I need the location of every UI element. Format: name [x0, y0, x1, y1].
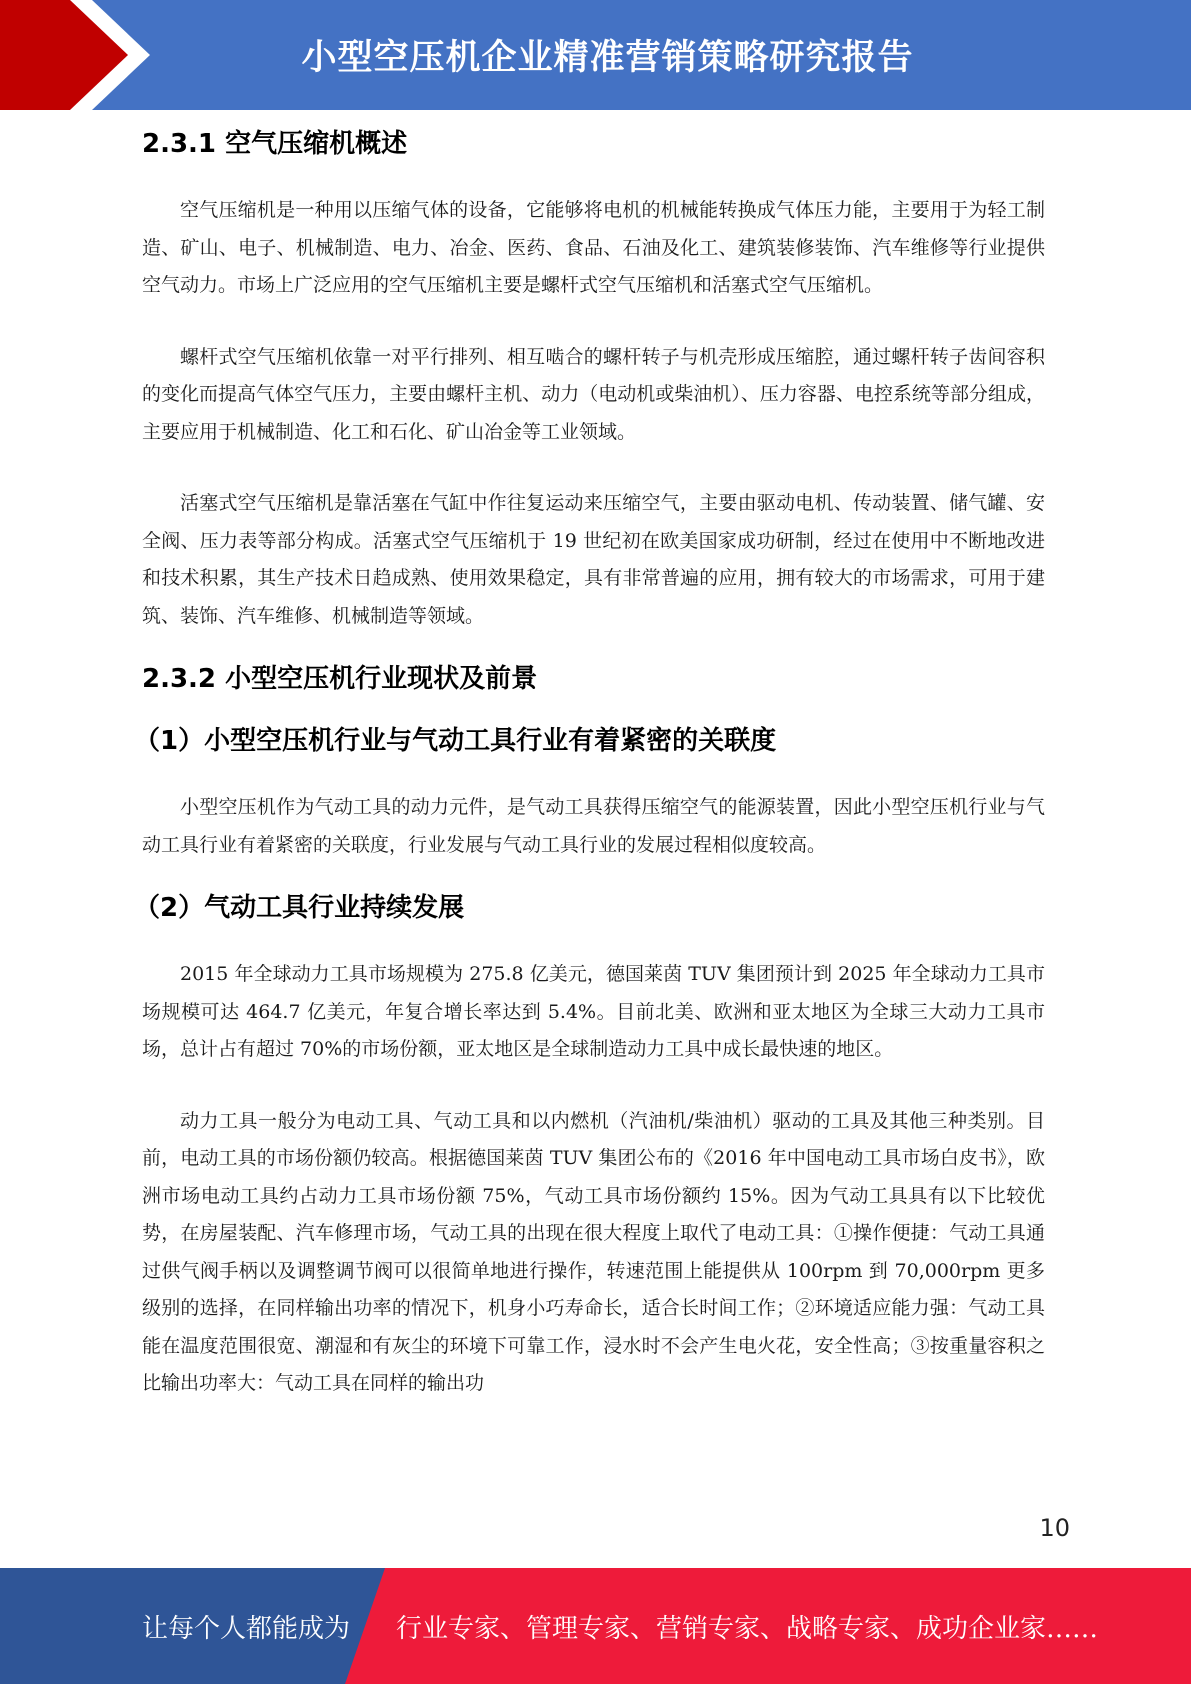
document-body [134, 122, 1045, 1403]
subsection-heading-2: （2）气动工具行业持续发展 [134, 893, 465, 923]
section-heading-2-3-1: 2.3.1 空气压缩机概述 [142, 129, 408, 159]
paragraph: 螺杆式空气压缩机依靠一对平行排列、相互啮合的螺杆转子与机壳形成压缩腔，通过螺杆转子齿间容积的变化而提高气体空气压力，主要由螺杆主机、动力（电动机或柴油机）、压力容器、电控系统等部分组成，主要应用于机械制造、化工和石化、矿山冶金等工业领域。 [142, 345, 1045, 443]
paragraph: 2015 年全球动力工具市场规模为 275.8 亿美元，德国莱茵 TUV 集团预计到 2025 年全球动力工具市场规模可达 464.7 亿美元，年复合增长率达到 5.4%。目前北美、欧洲和亚太地区为全球三大动力工具市场，总计占有超过 70%的市场份额，亚太地区是全球制造动力工具中成长最快速的地区。 [142, 963, 1045, 1060]
paragraph: 动力工具一般分为电动工具、气动工具和以内燃机（汽油机/柴油机）驱动的工具及其他三种类别。目前，电动工具的市场份额仍较高。根据德国莱茵 TUV 集团公布的《2016 年中国电动工具市场白皮书》，欧洲市场电动工具约占动力工具市场份额 75%，气动工具市场份额约 15%。因为气动工具具有以下比较优势，在房屋装配、汽车修理市场，气动工具的出现在很大程度上取代了电动工具：①操作便捷：气动工具通过供气阀手柄以及调整调节阀可以很简单地进行操作，转速范围上能提供从 100rpm 到 70,000rpm 更多级别的选择，在同样输出功率的情况下，机身小巧寿命长，适合长时间工作；②环境适应能力强：气动工具能在温度范围很宽、潮湿和有灰尘的环境下可靠工作，浸水时不会产生电火花，安全性高；③按重量容积之比输出功率大：气动工具在同样的输出功 [142, 1109, 1045, 1394]
subsection-heading-1: （1）小型空压机行业与气动工具行业有着紧密的关联度 [134, 726, 777, 756]
footer-slogan-left: 让每个人都能成为 [142, 1613, 351, 1644]
footer-slogan-right: 行业专家、管理专家、营销专家、战略专家、成功企业家…… [396, 1613, 1099, 1644]
page-footer [0, 1568, 1191, 1684]
page-header [0, 0, 1191, 110]
paragraph: 空气压缩机是一种用以压缩气体的设备，它能够将电机的机械能转换成气体压力能，主要用于为轻工制造、矿山、电子、机械制造、电力、冶金、医药、食品、石油及化工、建筑装修装饰、汽车维修等行业提供空气动力。市场上广泛应用的空气压缩机主要是螺杆式空气压缩机和活塞式空气压缩机。 [142, 199, 1045, 296]
page-number: 10 [1039, 1514, 1070, 1542]
section-heading-2-3-2: 2.3.2 小型空压机行业现状及前景 [142, 664, 538, 694]
paragraph: 小型空压机作为气动工具的动力元件，是气动工具获得压缩空气的能源装置，因此小型空压机行业与气动工具行业有着紧密的关联度，行业发展与气动工具行业的发展过程相似度较高。 [142, 796, 1045, 856]
paragraph: 活塞式空气压缩机是靠活塞在气缸中作往复运动来压缩空气，主要由驱动电机、传动装置、储气罐、安全阀、压力表等部分构成。活塞式空气压缩机于 19 世纪初在欧美国家成功研制，经过在使用中不断地改进和技术积累，其生产技术日趋成熟、使用效果稳定，具有非常普遍的应用，拥有较大的市场需求，可用于建筑、装饰、汽车维修、机械制造等领域。 [142, 492, 1045, 627]
report-title: 小型空压机企业精准营销策略研究报告 [301, 38, 914, 78]
